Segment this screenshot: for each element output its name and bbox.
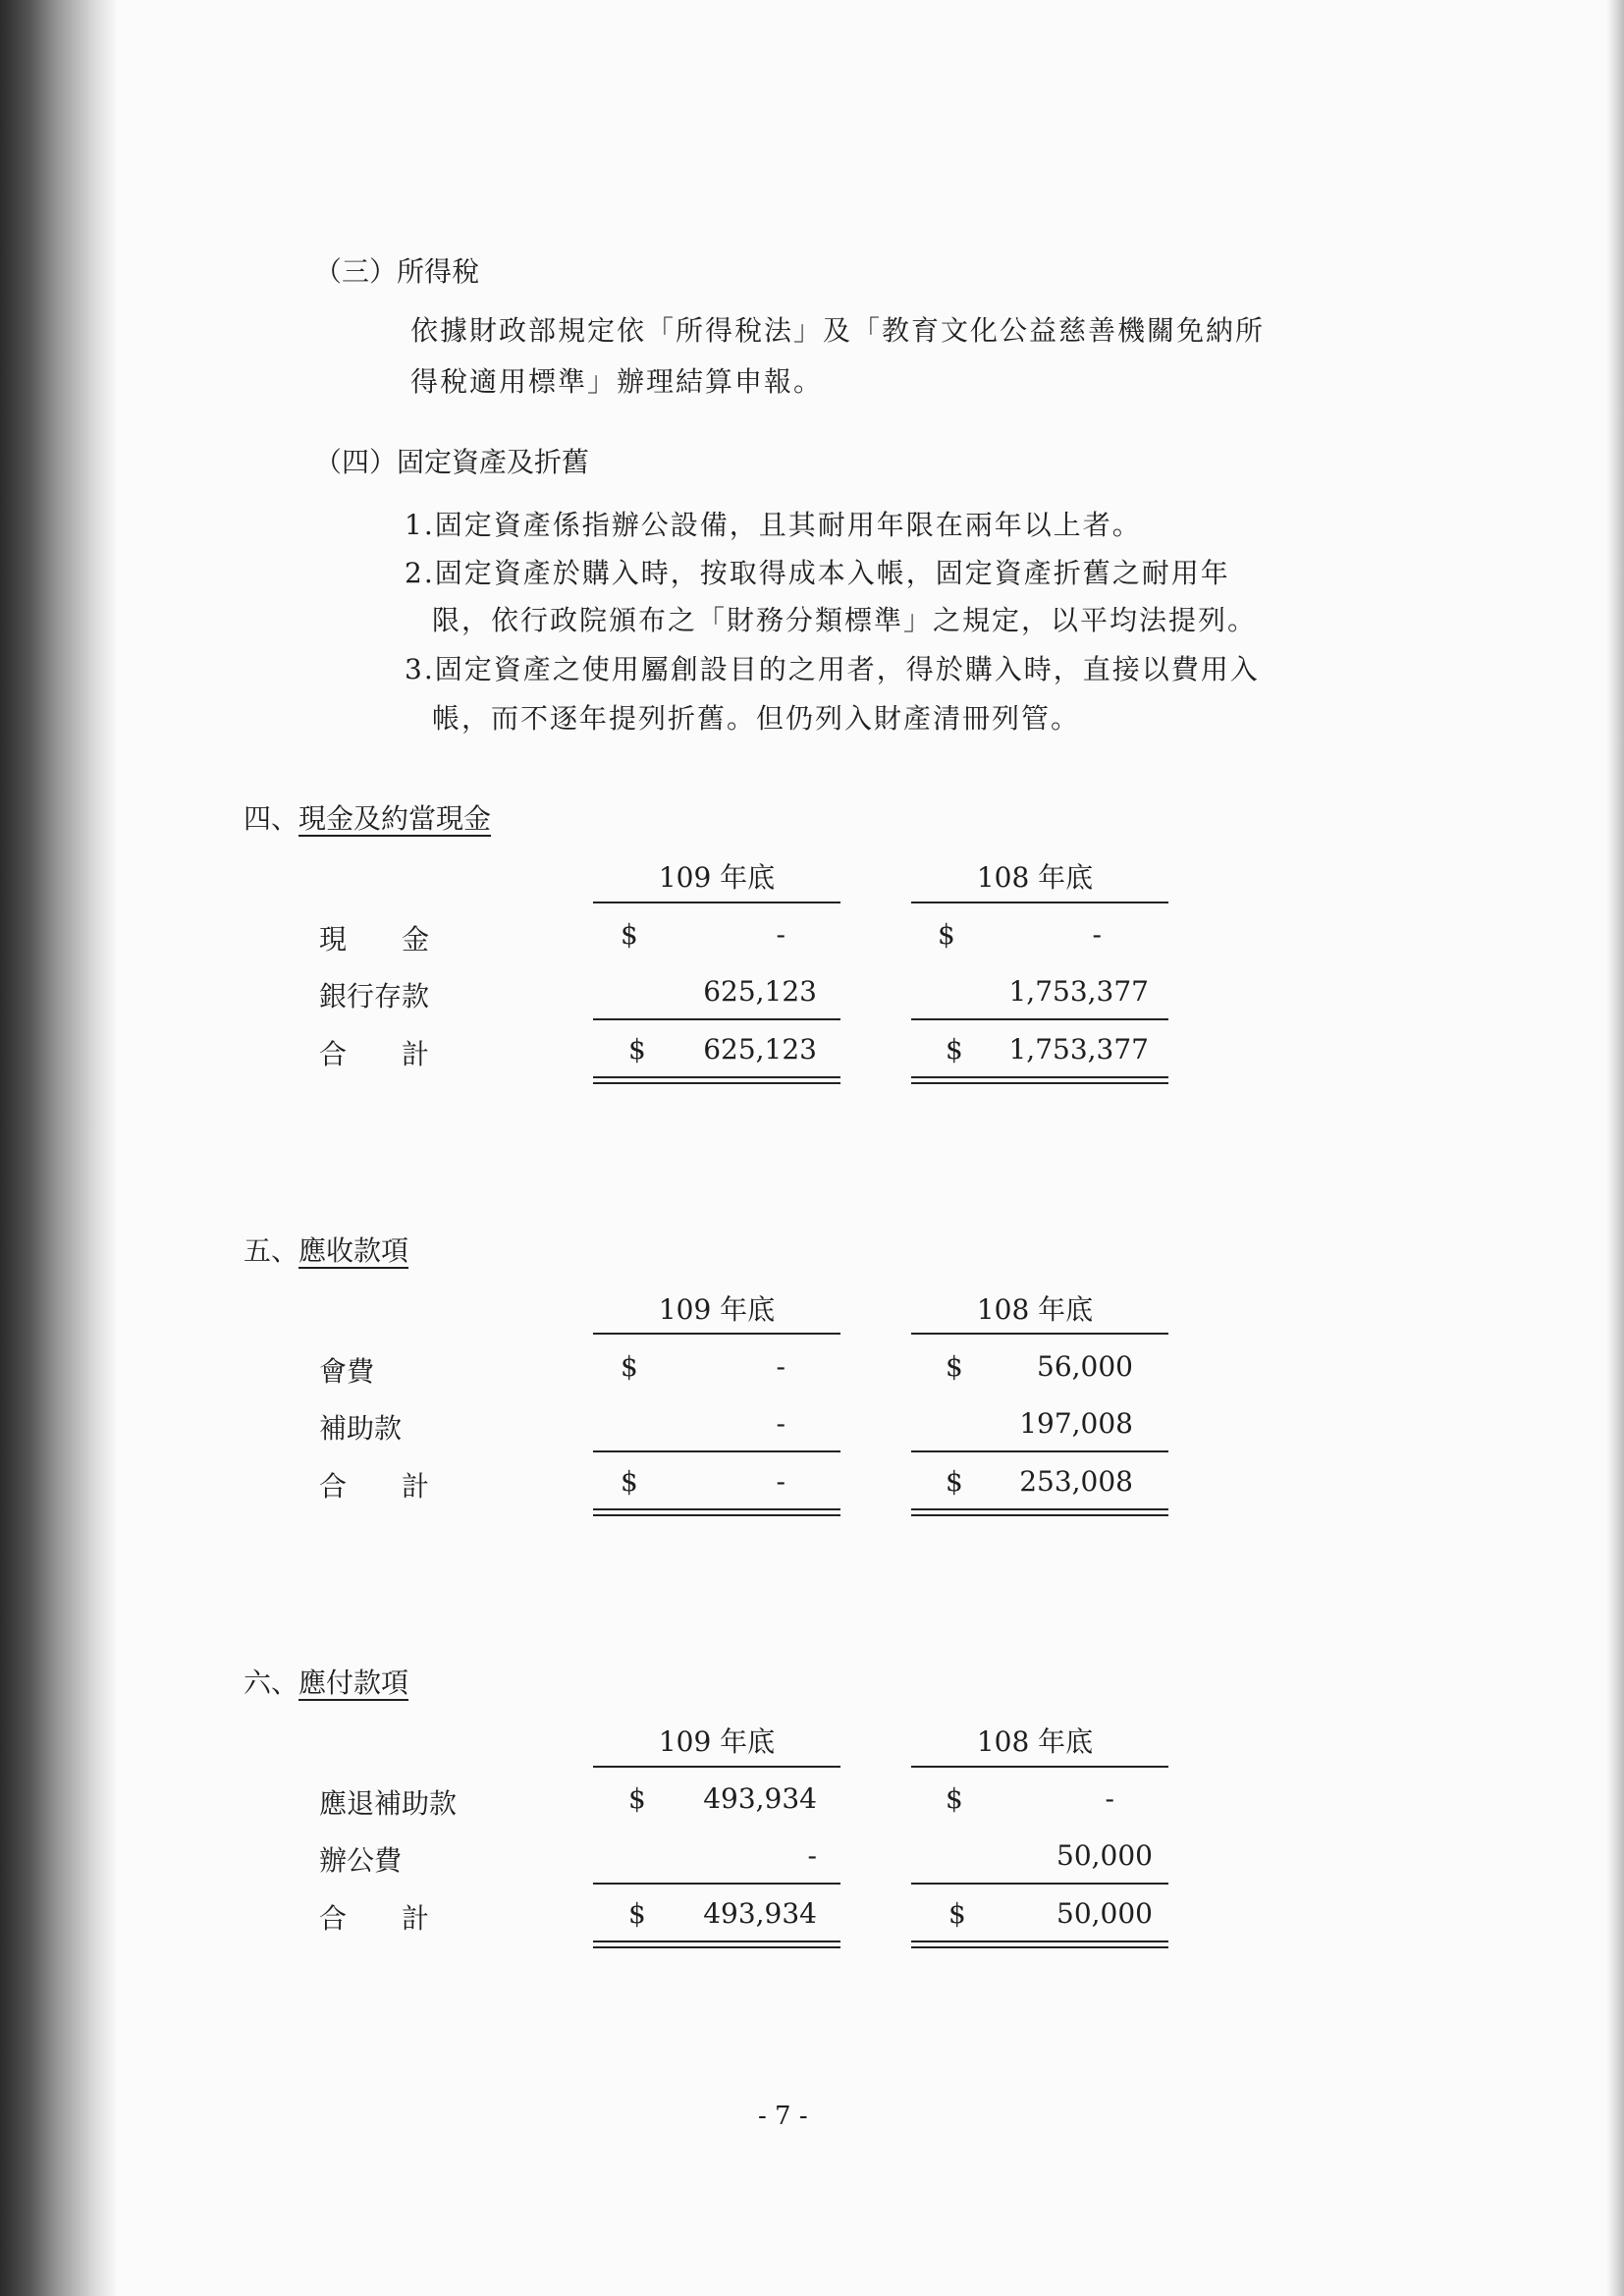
payables-col-109: 109 年底 [658,1725,776,1758]
fixed-assets-line-1: 1.固定資產係指辦公設備，且其耐用年限在兩年以上者。 [405,509,1142,541]
payables-total-double-rule-108 [911,1941,1168,1948]
cash-section-number: 四、 [244,802,299,835]
cash-subtotal-rule-109 [593,1018,840,1020]
cash-subtotal-rule-108 [911,1018,1168,1020]
cash-total-double-rule-108 [911,1076,1168,1084]
receivables-col-108: 108 年底 [976,1293,1094,1326]
cash-header-rule-109 [593,902,840,903]
cash-col-109: 109 年底 [658,861,776,894]
cash-row-value-109: - [776,918,785,951]
receivables-col-109: 109 年底 [658,1293,776,1326]
cash-col-108: 108 年底 [976,861,1094,894]
cash-section-heading [244,797,491,837]
cash-total-label: 合 計 [319,1038,430,1070]
payables-section-heading [244,1662,408,1701]
receivables-row-dollar-108: $ [946,1350,963,1383]
receivables-section-heading [244,1230,408,1269]
receivables-row-dollar-109: $ [621,1350,638,1383]
payables-total-dollar-108: $ [948,1897,966,1930]
cash-total-dollar-108: $ [946,1033,963,1066]
receivables-total-double-rule-109 [593,1508,840,1516]
receivables-row-value-109: - [776,1407,785,1440]
payables-subtotal-rule-108 [911,1883,1168,1885]
payables-header-rule-108 [911,1766,1168,1768]
payables-col-108: 108 年底 [976,1725,1094,1758]
payables-header-rule-109 [593,1766,840,1768]
receivables-total-double-rule-108 [911,1508,1168,1516]
payables-row-label: 辦公費 [319,1844,403,1877]
receivables-row-value-108: 197,008 [1019,1407,1133,1440]
cash-total-value-109: 625,123 [703,1033,817,1066]
cash-total-dollar-109: $ [628,1033,646,1066]
receivables-row-value-108: 56,000 [1037,1350,1133,1383]
payables-row-label: 應退補助款 [319,1787,458,1820]
receivables-subtotal-rule-109 [593,1450,840,1452]
fixed-assets-line-2: 2.固定資產於購入時，按取得成本入帳，固定資產折舊之耐用年 [405,557,1230,589]
receivables-section-number: 五、 [244,1234,299,1267]
payables-row-dollar-108: $ [946,1782,963,1815]
cash-total-double-rule-109 [593,1076,840,1084]
income-tax-line-2: 得稅適用標準」辦理結算申報。 [410,365,824,398]
payables-total-dollar-109: $ [628,1897,646,1930]
payables-row-dollar-109: $ [628,1782,646,1815]
payables-row-value-109: - [807,1839,817,1872]
cash-row-value-109: 625,123 [703,975,817,1008]
cash-row-dollar-109: $ [621,918,638,951]
cash-row-value-108: - [1092,918,1102,951]
receivables-row-label: 補助款 [319,1412,403,1445]
payables-subtotal-rule-109 [593,1883,840,1885]
receivables-total-dollar-109: $ [621,1465,638,1498]
receivables-total-value-108: 253,008 [1019,1465,1133,1498]
payables-row-value-108: 50,000 [1056,1839,1153,1872]
cash-row-dollar-108: $ [938,918,955,951]
cash-row-label: 現 金 [319,923,430,956]
receivables-row-label: 會費 [319,1355,375,1388]
payables-row-value-109: 493,934 [703,1782,817,1815]
fixed-assets-line-4: 3.固定資產之使用屬創設目的之用者，得於購入時，直接以費用入 [405,653,1260,685]
receivables-subtotal-rule-108 [911,1450,1168,1452]
receivables-row-value-109: - [776,1350,785,1383]
cash-row-label: 銀行存款 [319,980,430,1012]
receivables-total-dollar-108: $ [946,1465,963,1498]
page-number: - 7 - [758,2102,808,2131]
payables-total-double-rule-109 [593,1941,840,1948]
cash-section-title: 現金及約當現金 [298,802,492,835]
payables-total-value-108: 50,000 [1056,1897,1153,1930]
receivables-header-rule-109 [593,1333,840,1335]
scan-binding-shadow [0,0,118,2296]
payables-total-value-109: 493,934 [703,1897,817,1930]
cash-header-rule-108 [911,902,1168,903]
receivables-header-rule-108 [911,1333,1168,1335]
fixed-assets-heading: （四）固定資產及折舊 [314,446,590,478]
cash-row-value-108: 1,753,377 [1008,975,1149,1008]
receivables-section-title: 應收款項 [298,1234,409,1267]
income-tax-line-1: 依據財政部規定依「所得稅法」及「教育文化公益慈善機關免納所 [410,314,1266,347]
scan-right-edge [1606,0,1624,2296]
payables-row-value-108: - [1105,1782,1114,1815]
cash-total-value-108: 1,753,377 [1008,1033,1149,1066]
receivables-total-label: 合 計 [319,1470,430,1503]
payables-total-label: 合 計 [319,1902,430,1935]
payables-section-number: 六、 [244,1667,299,1699]
fixed-assets-line-3: 限，依行政院頒布之「財務分類標準」之規定，以平均法提列。 [432,604,1258,636]
receivables-total-value-109: - [776,1465,785,1498]
payables-section-title: 應付款項 [298,1667,409,1699]
income-tax-heading: （三）所得稅 [314,255,480,288]
fixed-assets-line-5: 帳，而不逐年提列折舊。但仍列入財產清冊列管。 [432,702,1081,735]
